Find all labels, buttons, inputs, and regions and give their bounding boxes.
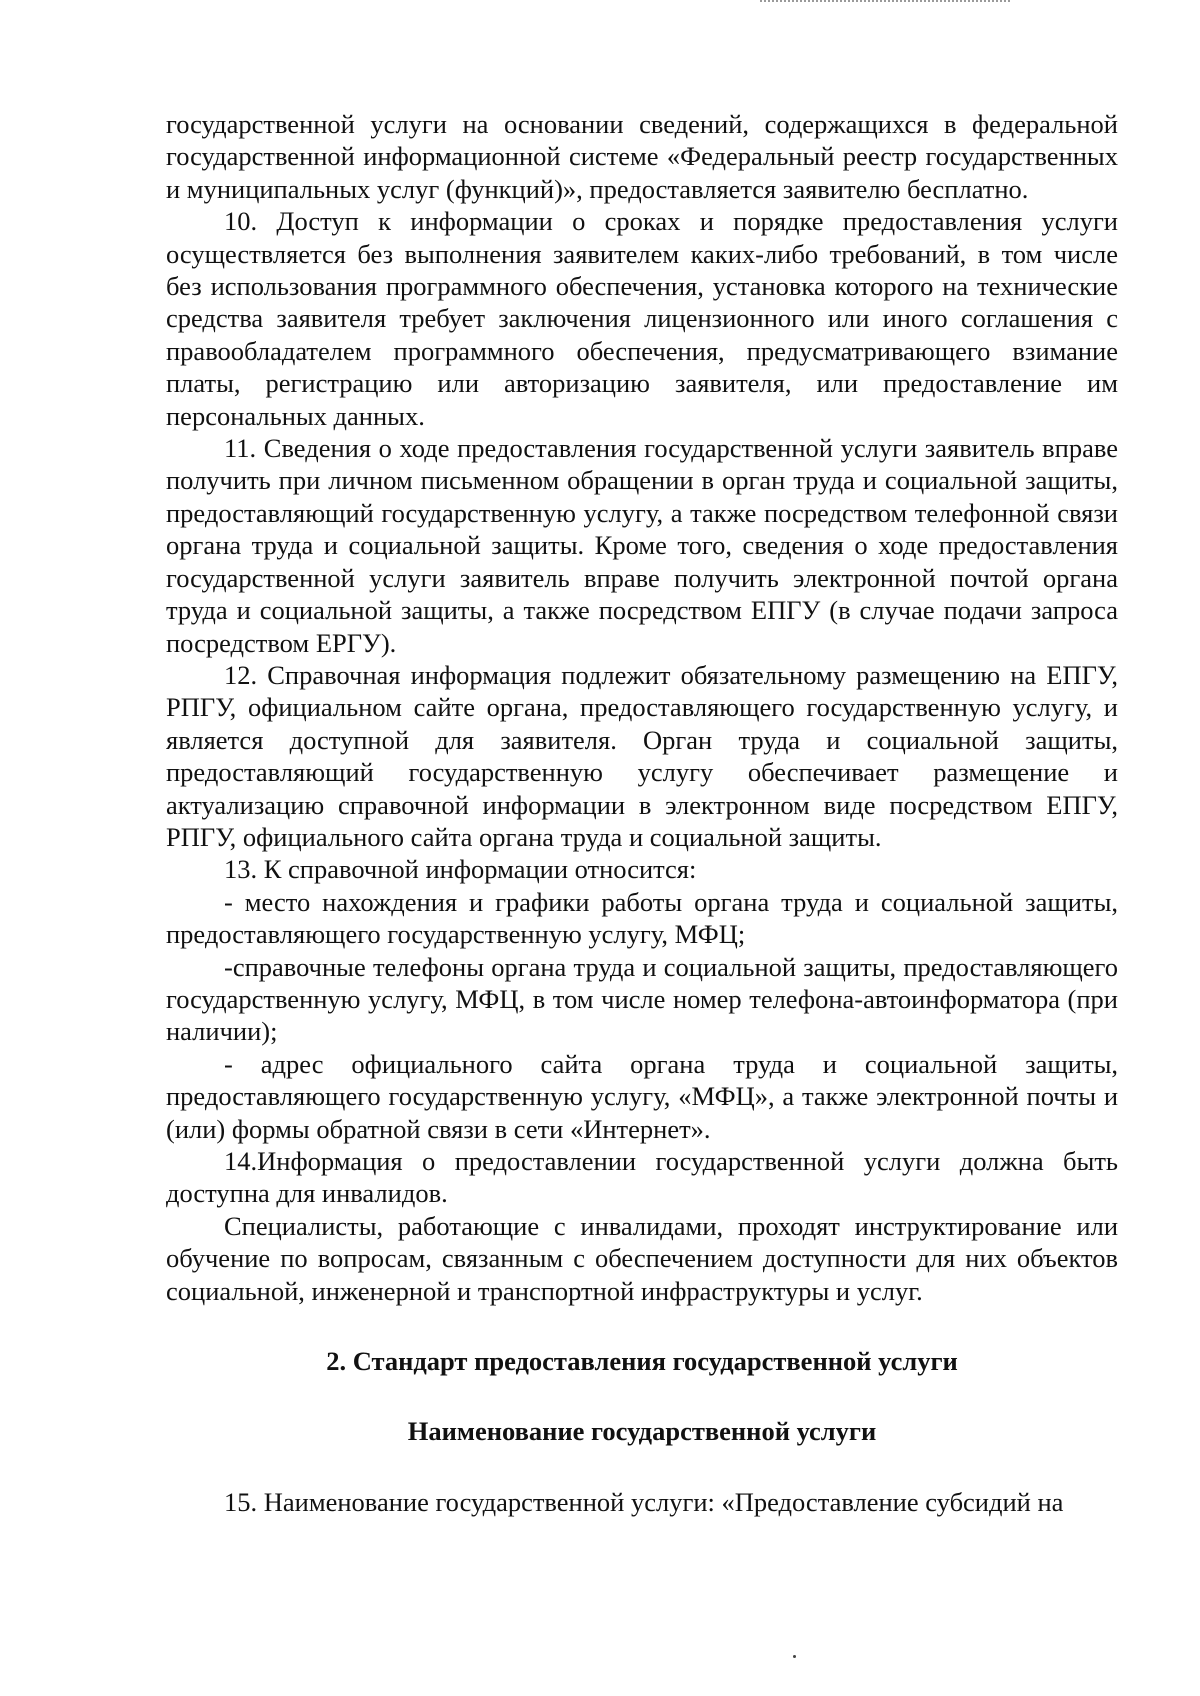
- paragraph-specialists: Специалисты, работающие с инвалидами, проходят инструктирование или обучение по вопросам, связанным с обеспечением доступности для них объектов социальной, инженерной и транспортной инфраструктуры и услуг.: [166, 1210, 1118, 1306]
- paragraph-15: 15. Наименование государственной услуги: «Предоставление субсидий на: [224, 1486, 1064, 1517]
- paragraph-11: 11. Сведения о ходе предоставления государственной услуги заявитель вправе получить при личном письменном обращении в орган труда и социальной защиты, предоставляющий государственную услугу, а также посредством телефонной связи органа труда и социальной защиты. Кроме того, сведения о ходе предоставления государственной услуги заявитель вправе получить электронной почтой органа труда и социальной защиты, а также посредством ЕПГУ (в случае подачи запроса посредством ЕРГУ).: [166, 433, 1118, 658]
- scan-speck: [793, 1655, 796, 1658]
- scan-edge-mark: [760, 0, 1010, 8]
- list-item-location: - место нахождения и графики работы органа труда и социальной защиты, предоставляющего государственную услугу, МФЦ;: [166, 886, 1118, 950]
- paragraph-continuation: государственной услуги на основании сведений, содержащихся в федеральной государственной информационной системе «Федеральный реестр государственных и муниципальных услуг (функций)», предоставляется заявителю бесплатно.: [166, 109, 1118, 204]
- document-body: [166, 108, 1118, 1518]
- subsection-heading: Наименование государственной услуги: [407, 1416, 877, 1447]
- paragraph-13: 13. К справочной информации относится:: [224, 854, 697, 885]
- paragraph-10: 10. Доступ к информации о сроках и порядке предоставления услуги осуществляется без выполнения заявителем каких-либо требований, в том числе без использования программного обеспечения, установка которого на технические средства заявителя требует заключения лицензионного или иного соглашения с правообладателем программного обеспечения, предусматривающего взимание платы, регистрацию или авторизацию заявителя, или предоставление им персональных данных.: [166, 206, 1118, 431]
- paragraph-14: 14.Информация о предоставлении государственной услуги должна быть доступна для инвалидов.: [166, 1146, 1118, 1209]
- list-item-website: - адрес официального сайта органа труда и социальной защиты, предоставляющего государственную услугу, «МФЦ», а также электронной почты и (или) формы обратной связи в сети «Интернет».: [166, 1048, 1118, 1144]
- list-item-phones: -справочные телефоны органа труда и социальной защиты, предоставляющего государственную услугу, МФЦ, в том числе номер телефона-автоинформатора (при наличии);: [166, 951, 1118, 1047]
- section-heading: 2. Стандарт предоставления государственной услуги: [326, 1346, 958, 1377]
- paragraph-12: 12. Справочная информация подлежит обязательному размещению на ЕПГУ, РПГУ, официальном сайте органа, предоставляющего государственную услугу, и является доступной для заявителя. Орган труда и социальной защиты, предоставляющий государственную услугу обеспечивает размещение и актуализацию справочной информации в электронном виде посредством ЕПГУ, РПГУ, официального сайта органа труда и социальной защиты.: [166, 659, 1118, 852]
